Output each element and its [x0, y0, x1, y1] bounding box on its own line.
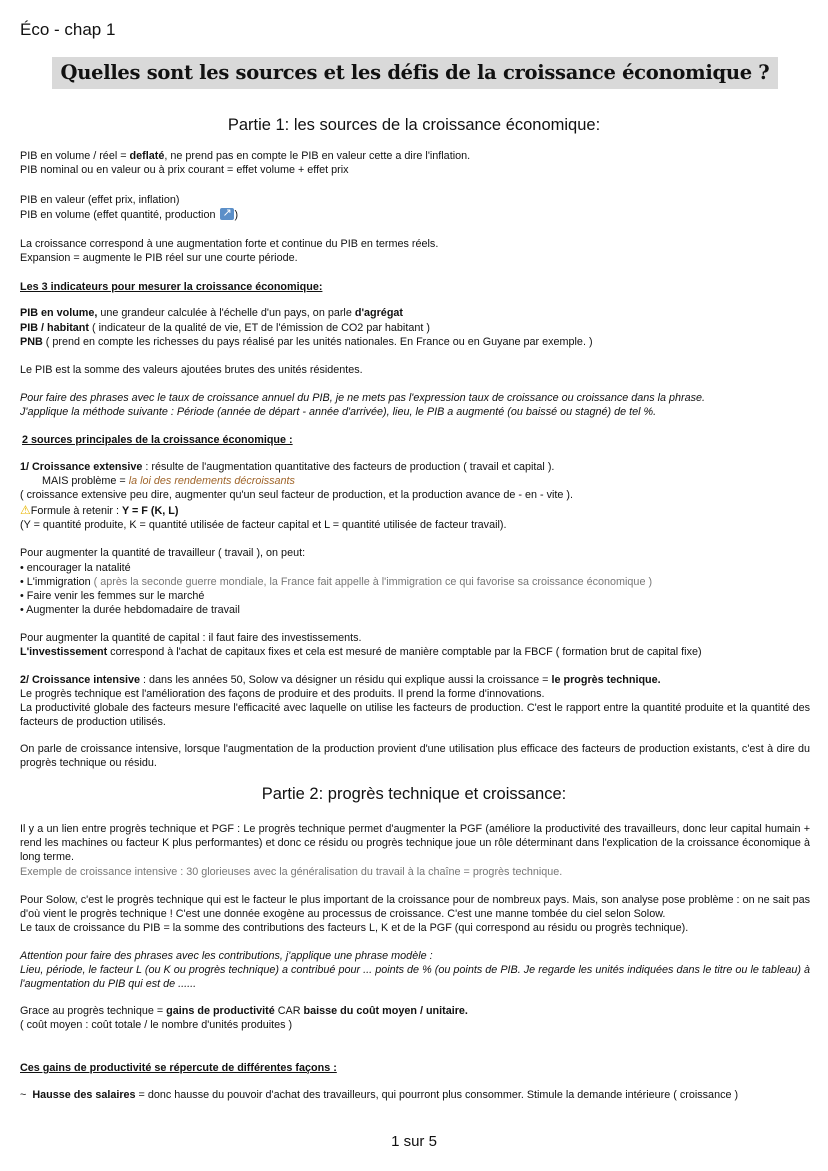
list-item: • encourager la natalité — [20, 562, 131, 574]
paragraph: La productivité globale des facteurs mesure l'efficacité avec laquelle on utilise les facteurs de production. C'est le rapport entre la quantité produite et la quantité des facteurs de production utilisés. — [20, 702, 810, 729]
formula-legend: (Y = quantité produite, K = quantité utilisée de facteur capital et L = quantité utilisée de facteur travail). — [20, 519, 507, 531]
indicator-item: PNB ( prend en compte les richesses du pays réalisé par les unités nationales. En France ou en Guyane par exemple. ) — [20, 336, 593, 348]
productivity-line: Grace au progrès technique = gains de productivité CAR baisse du coût moyen / unitaire. — [20, 1005, 468, 1017]
example-line: Exemple de croissance intensive : 30 glorieuses avec la généralisation du travail à la chaîne = progrès technique. — [20, 866, 563, 878]
warning-icon: ⚠ — [20, 503, 31, 517]
list-item: • L'immigration ( après la seconde guerre mondiale, la France fait appelle à l'immigration ce qui favorise sa croissance économique ) — [20, 576, 653, 588]
text-line: PIB en valeur (effet prix, inflation) — [20, 194, 180, 206]
method-line: J'applique la méthode suivante : Période (année de départ - année d'arrivée), lieu, le PIB a augmenté (ou baissé ou stagné) de tel %. — [20, 406, 657, 418]
text-line: ( croissance extensive peu dire, augmenter qu'un seul facteur de production, et la production avance de - en - vite ). — [20, 489, 574, 501]
method-line: Pour faire des phrases avec le taux de croissance annuel du PIB, je ne mets pas l'expression taux de croissance ou croissance dans la phrase. — [20, 392, 706, 404]
text-line: Pour augmenter la quantité de travailleur ( travail ), on peut: — [20, 547, 306, 559]
page-number: 1 sur 5 — [391, 1133, 437, 1150]
paragraph: On parle de croissance intensive, lorsque l'augmentation de la production provient d'une utilisation plus efficace des facteurs de production existants, c'est à dire du progrès technique ou résidu. — [20, 743, 810, 770]
paragraph: Pour Solow, c'est le progrès technique qui est le facteur le plus important de la croissance pour de nombreux pays. Mais, son analyse pose problème : on ne sait pas d'où vient le progrès technique ! C'est une donnée exogène au processus de croissance. C'est une manne tombée du ciel selon Solow. — [20, 894, 810, 921]
text-line: Expansion = augmente le PIB réel sur une courte période. — [20, 252, 298, 264]
investment-line: L'investissement correspond à l'achat de capitaux fixes et cela est mesuré de manière comptable par la FBCF ( formation brut de capital fixe) — [20, 646, 702, 658]
indicator-item: PIB / habitant ( indicateur de la qualité de vie, ET de l'émission de CO2 par habitant ) — [20, 322, 430, 334]
text-line: Le taux de croissance du PIB = la somme des contributions des facteurs L, K et de la PGF (qui correspond au résidu ou progrès technique). — [20, 922, 689, 934]
model-sentence: Lieu, période, le facteur L (ou K ou progrès technique) a contribué pour ... points de % (ou points de PIB. Je regarde les unités indiquées dans le titre ou le tableau) à l'augmentation du PIB qui est de ...... — [20, 964, 810, 991]
attention-line: Attention pour faire des phrases avec les contributions, j'applique une phrase modèle : — [20, 950, 433, 962]
indicator-item: PIB en volume, une grandeur calculée à l'échelle d'un pays, on parle d'agrégat — [20, 307, 404, 319]
section-title-part1: Partie 1: les sources de la croissance économique: — [227, 116, 601, 134]
extensive-growth: 1/ Croissance extensive : résulte de l'augmentation quantitative des facteurs de production ( travail et capital ). — [20, 461, 555, 473]
section-title-part2: Partie 2: progrès technique et croissance: — [261, 785, 567, 803]
text-line: Le progrès technique est l'amélioration des façons de produire et des produits. Il prend la forme d'innovations. — [20, 688, 545, 700]
list-item: • Augmenter la durée hebdomadaire de travail — [20, 604, 240, 616]
text-line: Le PIB est la somme des valeurs ajoutées brutes des unités résidentes. — [20, 364, 363, 376]
chapter-label: Éco - chap 1 — [20, 20, 116, 39]
paragraph: Il y a un lien entre progrès technique et PGF : Le progrès technique permet d'augmenter la PGF (améliore la productivité des travailleurs, donc leur capital humain + rend les machines ou facteur K plus performantes) et donc ce résidu ou progrès technique joue un rôle déterminant dans l'explication de la croissance économique à long terme. — [20, 823, 810, 864]
text-line: PIB en volume (effet quantité, production ↗) — [20, 208, 810, 222]
arrow-up-right-icon — [220, 208, 234, 220]
formula-line: ⚠Formule à retenir : Y = F (K, L) — [20, 503, 179, 517]
text-line: ( coût moyen : coût totale / le nombre d'unités produites ) — [20, 1019, 293, 1031]
text-line: Pour augmenter la quantité de capital : il faut faire des investissements. — [20, 632, 362, 644]
text-line: PIB en volume / réel = deflaté, ne prend pas en compte le PIB en valeur cette a dire l'inflation. — [20, 150, 471, 162]
intensive-growth: 2/ Croissance intensive : dans les années 50, Solow va désigner un résidu qui explique aussi la croissance = le progrès technique. — [20, 674, 661, 686]
list-item: • Faire venir les femmes sur le marché — [20, 590, 205, 602]
gains-heading: Ces gains de productivité se répercute de différentes façons : — [20, 1062, 337, 1074]
text-line: La croissance correspond à une augmentation forte et continue du PIB en termes réels. — [20, 238, 439, 250]
sources-heading: 2 sources principales de la croissance économique : — [22, 434, 293, 446]
indicators-heading: Les 3 indicateurs pour mesurer la croissance économique: — [20, 281, 323, 293]
page-title: Quelles sont les sources et les défis de la croissance économique ? — [52, 57, 778, 89]
text-line: PIB nominal ou en valeur ou à prix courant = effet volume + effet prix — [20, 164, 349, 176]
list-item: ~ Hausse des salaires = donc hausse du pouvoir d'achat des travailleurs, qui pourront plus consommer. Stimule la demande intérieure ( croissance ) — [20, 1089, 739, 1101]
extensive-problem: MAIS problème = la loi des rendements décroissants — [42, 475, 295, 487]
